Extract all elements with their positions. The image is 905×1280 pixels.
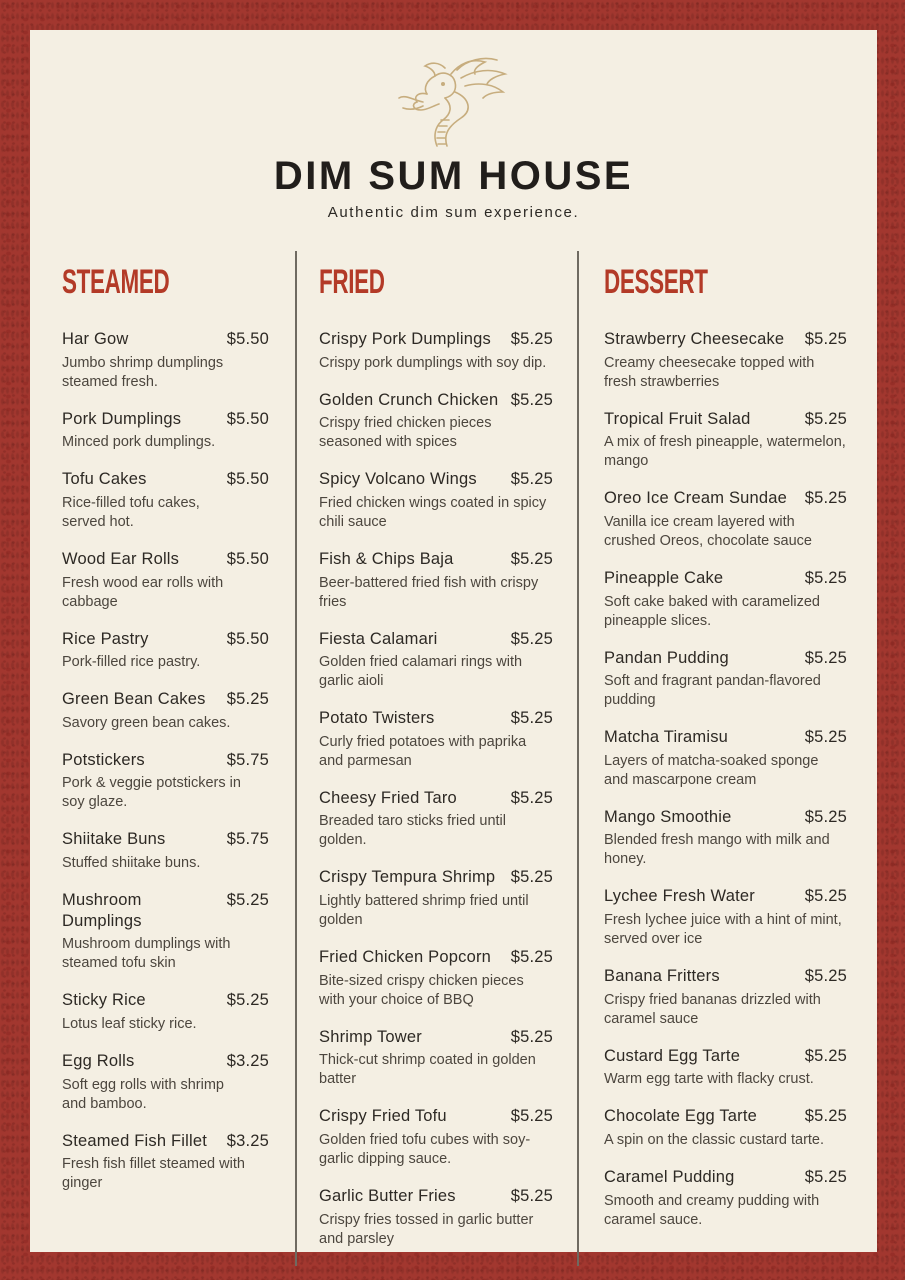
item-name: Pork Dumplings: [62, 409, 182, 428]
item-header: [604, 648, 847, 669]
item-description: Crispy fried chicken pieces seasoned with spices: [319, 415, 492, 451]
item-name: Potstickers: [62, 750, 145, 769]
item-description: Bite-sized crispy chicken pieces with your choice of BBQ: [319, 972, 524, 1008]
item-header: [604, 1046, 847, 1067]
menu-item: [604, 648, 847, 711]
item-price: $5.50: [226, 330, 269, 348]
item-header: [319, 947, 553, 968]
item-description: Warm egg tarte with flacky crust.: [604, 1071, 814, 1088]
menu-item: [604, 568, 847, 631]
menu-item: [604, 966, 847, 1029]
item-price: $5.25: [510, 390, 553, 409]
item-description: Soft cake baked with caramelized pineapple slices.: [604, 593, 820, 629]
item-price: $5.25: [226, 891, 269, 909]
item-name: Crispy Pork Dumplings: [319, 330, 491, 348]
item-header: [604, 488, 847, 509]
item-header: [319, 867, 553, 888]
item-price: $5.25: [804, 568, 847, 587]
item-header: [604, 329, 847, 350]
item-name: Cheesy Fried Taro: [319, 788, 457, 807]
item-description: Layers of matcha-soaked sponge and mascarpone cream: [604, 752, 819, 788]
item-description: Breaded taro sticks fried until golden.: [319, 813, 506, 849]
item-header: [62, 409, 269, 430]
item-description: Minced pork dumplings.: [62, 434, 216, 451]
menu-item: [319, 1106, 553, 1169]
item-price: $3.25: [226, 1131, 269, 1150]
item-price: $5.25: [804, 648, 847, 667]
menu-item: [604, 727, 847, 790]
menu-item: [604, 409, 847, 472]
menu-item: [62, 990, 269, 1034]
item-description: Fresh wood ear rolls with cabbage: [62, 574, 224, 610]
item-name: Strawberry Cheesecake: [604, 330, 785, 348]
menu-page: [30, 30, 877, 1252]
item-price: $5.25: [510, 470, 553, 489]
item-description: Jumbo shrimp dumplings steamed fresh.: [62, 354, 224, 390]
item-header: [319, 1027, 553, 1048]
item-name: Shrimp Tower: [319, 1027, 422, 1046]
menu-item: [319, 708, 553, 771]
item-description: Golden fried tofu cubes with soy-garlic dipping sauce.: [319, 1131, 531, 1167]
item-header: [62, 689, 269, 710]
item-header: [62, 829, 269, 850]
item-description: Fresh fish fillet steamed with ginger: [62, 1156, 245, 1192]
item-header: [62, 549, 269, 570]
menu-item: [604, 1106, 847, 1150]
item-description: Beer-battered fried fish with crispy fries: [319, 574, 539, 610]
menu-section: [62, 251, 295, 1266]
item-name: Fried Chicken Popcorn: [319, 948, 492, 966]
item-name: Rice Pastry: [62, 629, 149, 648]
item-header: [62, 890, 269, 931]
menu-item: [62, 750, 269, 813]
item-header: [319, 1186, 553, 1207]
item-name: Spicy Volcano Wings: [319, 470, 477, 489]
menu-item: [62, 549, 269, 612]
item-name: Caramel Pudding: [604, 1167, 735, 1186]
item-name: Potato Twisters: [319, 709, 435, 728]
item-price: $5.25: [804, 1046, 847, 1065]
item-header: [62, 750, 269, 771]
item-name: Mushroom Dumplings: [62, 891, 142, 930]
menu-item: [604, 1167, 847, 1230]
section-title: DESSERT: [604, 263, 708, 301]
menu-item: [319, 390, 553, 453]
item-description: Lotus leaf sticky rice.: [62, 1015, 197, 1032]
menu-item: [62, 629, 269, 673]
item-description: Lightly battered shrimp fried until golden: [319, 893, 529, 928]
menu-item: [604, 807, 847, 870]
item-price: $5.75: [226, 750, 269, 769]
item-name: Pineapple Cake: [604, 568, 724, 587]
item-description: Crispy fried bananas drizzled with caramel sauce: [604, 991, 821, 1027]
item-price: $3.25: [226, 1051, 269, 1070]
item-name: Tropical Fruit Salad: [604, 409, 751, 428]
item-header: [319, 390, 553, 411]
item-header: [319, 629, 553, 650]
menu-item: [319, 549, 553, 612]
item-header: [62, 469, 269, 490]
menu-item: [62, 469, 269, 532]
item-price: $5.25: [804, 728, 847, 747]
item-name: Custard Egg Tarte: [604, 1046, 741, 1065]
menu-item: [62, 689, 269, 733]
item-description: Rice-filled tofu cakes, served hot.: [62, 494, 200, 530]
dragon-icon: [393, 54, 515, 152]
item-description: A spin on the classic custard tarte.: [604, 1131, 825, 1148]
menu-item: [319, 329, 553, 373]
item-name: Steamed Fish Fillet: [62, 1131, 208, 1150]
menu-item: [62, 890, 269, 973]
item-name: Shiitake Buns: [62, 830, 166, 849]
item-price: $5.50: [226, 629, 269, 648]
item-name: Sticky Rice: [62, 991, 146, 1010]
item-price: $5.25: [226, 991, 269, 1010]
item-description: Vanilla ice cream layered with crushed Oreos, chocolate sauce: [604, 513, 812, 549]
item-header: [604, 568, 847, 589]
item-name: Wood Ear Rolls: [62, 549, 180, 568]
item-description: A mix of fresh pineapple, watermelon, mango: [604, 434, 846, 470]
item-price: $5.25: [510, 1027, 553, 1046]
item-name: Fish & Chips Baja: [319, 549, 454, 568]
item-price: $5.25: [804, 967, 847, 985]
item-header: [319, 549, 553, 570]
item-header: [604, 966, 847, 987]
menu-item: [62, 409, 269, 453]
section-items: [319, 329, 553, 1249]
item-price: $5.25: [804, 1107, 847, 1126]
item-price: $5.50: [226, 409, 269, 428]
item-header: [319, 708, 553, 729]
menu-item: [604, 329, 847, 392]
item-description: Curly fried potatoes with paprika and parmesan: [319, 733, 527, 769]
item-description: Creamy cheesecake topped with fresh strawberries: [604, 354, 815, 390]
item-price: $5.25: [804, 807, 847, 826]
item-name: Garlic Butter Fries: [319, 1186, 456, 1205]
item-price: $5.25: [510, 868, 553, 887]
item-header: [62, 629, 269, 650]
item-description: Soft egg rolls with shrimp and bamboo.: [62, 1076, 224, 1112]
menu-item: [319, 1027, 553, 1090]
item-description: Smooth and creamy pudding with caramel sauce.: [604, 1192, 820, 1228]
section-items: [604, 329, 847, 1230]
item-header: [604, 886, 847, 907]
masthead: [30, 54, 877, 221]
item-description: Crispy fries tossed in garlic butter and parsley: [319, 1211, 534, 1247]
menu-item: [604, 1046, 847, 1090]
menu-item: [604, 488, 847, 551]
item-description: Golden fried calamari rings with garlic aioli: [319, 654, 523, 690]
menu-item: [62, 329, 269, 392]
item-description: Fried chicken wings coated in spicy chili sauce: [319, 494, 547, 530]
item-price: $5.25: [804, 330, 847, 348]
item-name: Mango Smoothie: [604, 807, 732, 826]
item-price: $5.25: [510, 1107, 553, 1126]
item-price: $5.25: [804, 887, 847, 906]
menu-section: [295, 251, 577, 1266]
item-description: Thick-cut shrimp coated in golden batter: [319, 1052, 536, 1088]
item-description: Blended fresh mango with milk and honey.: [604, 832, 830, 868]
item-description: Pork & veggie potstickers in soy glaze.: [62, 775, 241, 811]
item-header: [604, 409, 847, 430]
item-description: Pork-filled rice pastry.: [62, 654, 201, 671]
menu-columns: [30, 251, 877, 1266]
item-header: [319, 1106, 553, 1127]
item-name: Oreo Ice Cream Sundae: [604, 489, 788, 508]
item-price: $5.25: [510, 788, 553, 807]
item-name: Fiesta Calamari: [319, 629, 438, 648]
menu-item: [319, 947, 553, 1010]
item-name: Matcha Tiramisu: [604, 728, 729, 747]
menu-item: [319, 469, 553, 532]
item-price: $5.25: [510, 330, 553, 348]
menu-item: [604, 886, 847, 949]
item-price: $5.25: [510, 948, 553, 966]
menu-item: [62, 1131, 269, 1194]
item-price: $5.25: [510, 709, 553, 728]
restaurant-subtitle: Authentic dim sum experience.: [327, 204, 580, 221]
item-header: [62, 329, 269, 350]
item-name: Egg Rolls: [62, 1051, 135, 1070]
item-name: Crispy Fried Tofu: [319, 1107, 447, 1126]
item-description: Savory green bean cakes.: [62, 714, 231, 731]
item-name: Har Gow: [62, 330, 129, 348]
menu-item: [62, 829, 269, 873]
item-header: [319, 469, 553, 490]
menu-item: [319, 1186, 553, 1249]
item-header: [604, 807, 847, 828]
item-header: [62, 990, 269, 1011]
item-name: Green Bean Cakes: [62, 690, 206, 709]
section-items: [62, 329, 269, 1193]
menu-item: [319, 788, 553, 851]
item-price: $5.50: [226, 470, 269, 489]
menu-item: [319, 867, 553, 930]
item-header: [604, 1106, 847, 1127]
item-header: [604, 1167, 847, 1188]
item-name: Pandan Pudding: [604, 648, 729, 667]
item-name: Banana Fritters: [604, 967, 720, 985]
item-description: Crispy pork dumplings with soy dip.: [319, 354, 547, 371]
item-price: $5.25: [510, 549, 553, 568]
item-description: Stuffed shiitake buns.: [62, 855, 201, 871]
section-title: STEAMED: [62, 263, 170, 301]
item-name: Tofu Cakes: [62, 470, 147, 489]
menu-item: [319, 629, 553, 692]
item-header: [319, 788, 553, 809]
section-title: FRIED: [319, 263, 385, 301]
item-name: Golden Crunch Chicken: [319, 390, 499, 409]
item-price: $5.75: [226, 830, 269, 849]
item-name: Chocolate Egg Tarte: [604, 1107, 758, 1126]
item-header: [62, 1051, 269, 1072]
item-description: Fresh lychee juice with a hint of mint, served over ice: [604, 912, 842, 947]
menu-section: [577, 251, 847, 1266]
item-price: $5.25: [510, 629, 553, 648]
item-price: $5.25: [804, 409, 847, 428]
item-price: $5.25: [804, 1167, 847, 1186]
item-name: Crispy Tempura Shrimp: [319, 868, 496, 887]
item-header: [319, 329, 553, 350]
item-description: Soft and fragrant pandan-flavored pudding: [604, 673, 821, 709]
restaurant-title: DIM SUM HOUSE: [273, 154, 634, 198]
item-header: [604, 727, 847, 748]
item-description: Mushroom dumplings with steamed tofu skin: [62, 936, 231, 972]
item-price: $5.25: [804, 489, 847, 508]
item-price: $5.50: [226, 549, 269, 568]
menu-item: [62, 1051, 269, 1114]
item-price: $5.25: [226, 690, 269, 709]
item-price: $5.25: [510, 1186, 553, 1205]
item-header: [62, 1131, 269, 1152]
item-name: Lychee Fresh Water: [604, 887, 755, 906]
